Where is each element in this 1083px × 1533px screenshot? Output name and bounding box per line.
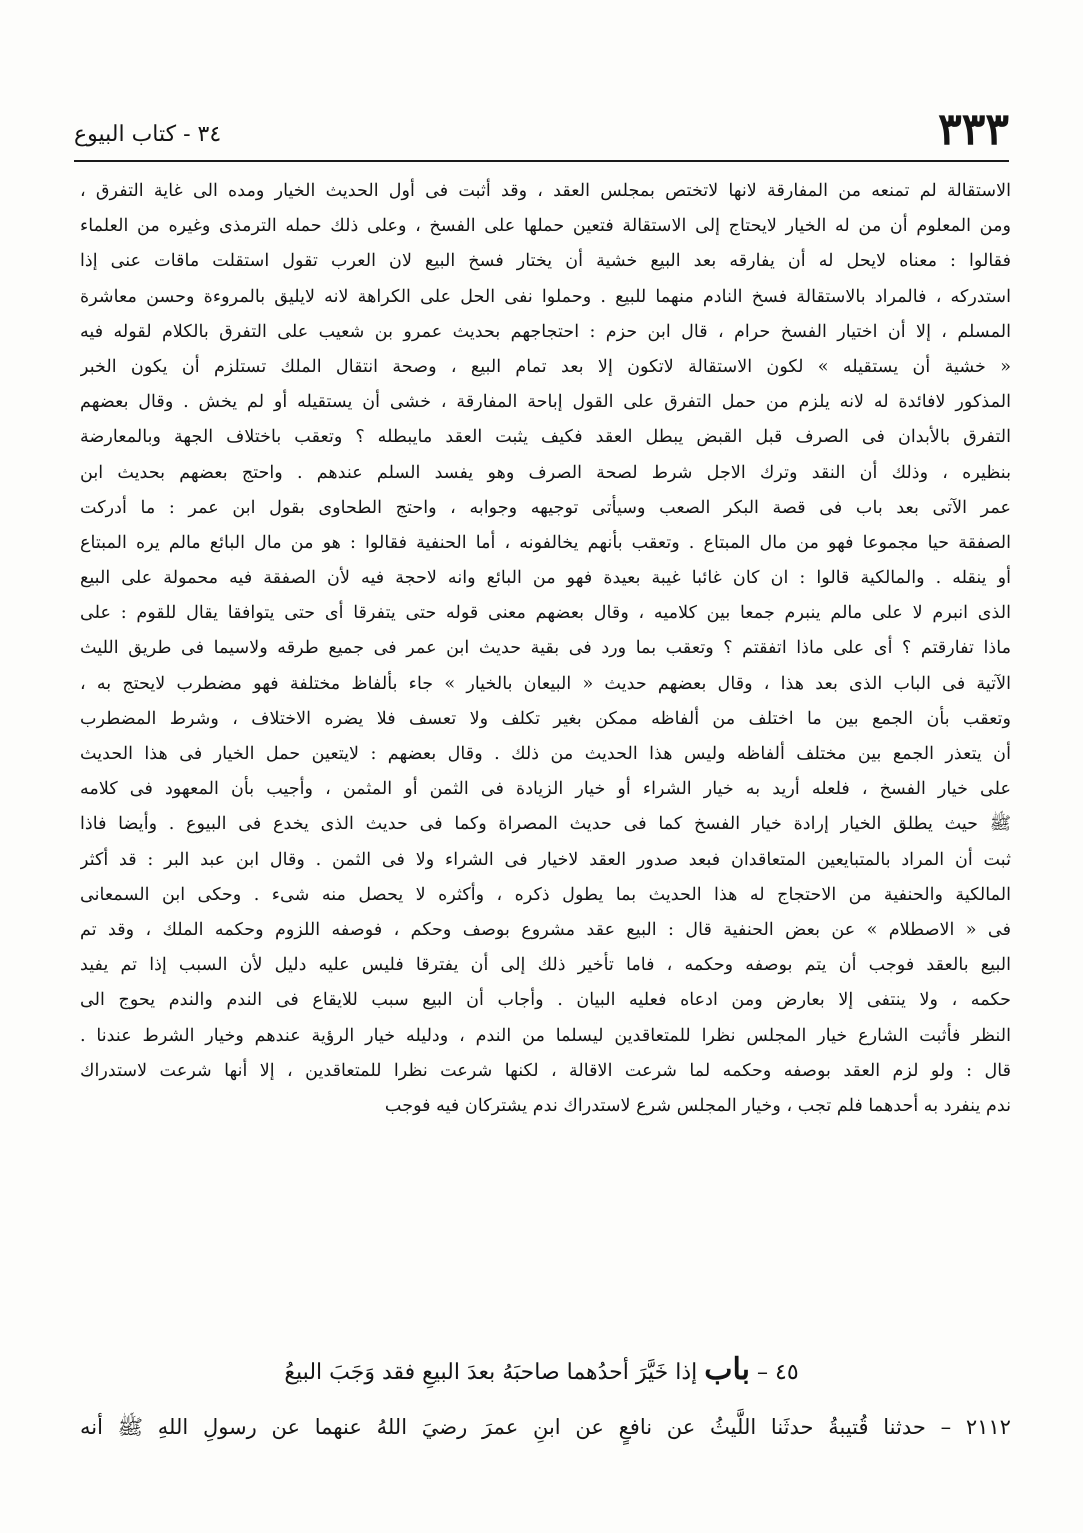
text-line: الاستقالة لم تمنعه من المفارقة لانها لاتختص بمجلس العقد ، وقد أثبت فى أول الحديث الخيار ومده الى غاية التفرق ،	[80, 181, 1011, 201]
hadith-text: قُتيبةُ حدثَنا اللَّيثُ عن نافعٍ عن ابنِ عمرَ رضيَ اللهُ عنهما عن رسولِ اللهِ ﷺ أنه	[80, 1415, 869, 1439]
text-line: حكمه ، ولا ينتفى إلا بعارض ومن ادعاه فعليه البيان . وأجاب أن البيع سبب للايقاع فى الندم والندم يحوج الى	[80, 990, 1011, 1011]
running-chapter-title: ٣٤ - كتاب البيوع	[74, 122, 222, 147]
text-line: المسلم ، إلا أن اختيار الفسخ حرام ، قال ابن حزم : احتجاجهم بحديث عمرو بن شعيب على التفرق بالكلام لقوله فيه	[80, 321, 1011, 342]
text-line: بنظيره ، وذلك أن النقد وترك الاجل شرط لصحة الصرف وهو يفسد السلم عندهم . واحتج بعضهم بحديث ابن	[80, 462, 1011, 483]
text-line: أن يتعذر الجمع بين مختلف ألفاظه وليس هذا الحديث من ذلك . وقال بعضهم : لايتعين حمل الخيار فى هذا الحديث	[80, 744, 1011, 764]
text-line: المالكية والحنفية من الاحتجاج له هذا الحديث بما يطول ذكره ، وأكثره لا يحصل منه شىء . وحكى ابن السمعانى	[80, 884, 1011, 905]
text-line: ماذا تفارقتم ؟ أى على ماذا اتفقتم ؟ وتعقب بما ورد فى بقية حديث ابن عمر فى جميع طرقه ولاسيما فى طريق الليث	[80, 638, 1011, 659]
hadith-number: ٢١١٢ –	[940, 1415, 1011, 1439]
text-line: على خيار الفسخ ، فلعله أريد به خيار الشراء أو خيار الزيادة فى الثمن أو المثمن ، وأجيب بأن المعهود فى كلامه	[80, 779, 1011, 800]
text-line: النظر فأثبت الشارع خيار المجلس نظرا للمتعاقدين ليسلما من الندم ، ودليله خيار الرؤية عندهم وخيار الشرط عندنا .	[80, 1025, 1011, 1046]
bab-label: باب	[704, 1352, 751, 1387]
header-rule	[74, 160, 1009, 162]
commentary-text	[80, 174, 1011, 1124]
text-line: وتعقب بأن الجمع بين ما اختلف من ألفاظه ممكن بغير تكلف ولا تعسف فلا يضره الاختلاف ، وشرط المضطرب	[80, 708, 1011, 729]
text-line: الصفقة حيا مجموعا فهو من مال المبتاع . وتعقب بأنهم يخالفونه ، أما الحنفية فقالوا : هو من مال البائع مالم يره المبتاع	[80, 532, 1011, 553]
text-line: ﷺ حيث يطلق الخيار إرادة خيار الفسخ كما فى حديث المصراة وكما فى حديث الذى يخدع فى البيوع . وأيضا فاذا	[80, 814, 1011, 835]
page-number: ٣٣٣	[938, 104, 1009, 155]
text-line: فقالوا : معناه لايحل له أن يفارقه بعد البيع خشية أن يختار فسخ البيع لان العرب تقول استقلت ماقات عنى إذا	[80, 251, 1011, 272]
text-line: المذكور لافائدة له لانه يلزم من حمل التفرق على القول إباحة المفارقة ، خشى أن يستقيله أو لم يخش . وقال بعضهم	[80, 392, 1011, 413]
chapter-number: ٤٥ –	[757, 1360, 799, 1385]
text-line: ثبت أن المراد بالمتبايعين المتعاقدان فبعد صدور العقد لاخيار فى الشراء ولا فى الثمن . وقال ابن عبد البر : قد أكثر	[80, 849, 1011, 870]
text-line: الآتية فى الباب الذى بعد هذا ، وقال بعضهم حديث « البيعان بالخيار » جاء بألفاظ مختلفة فهو مضطرب لايحتج به ،	[80, 673, 1011, 694]
chapter-heading	[72, 1345, 1011, 1395]
text-line: عمر الآتى بعد باب فى قصة البكر الصعب وسيأتى توجيهه وجوابه ، واحتج الطحاوى بقول ابن عمر : ما أدركت	[80, 497, 1011, 518]
text-line: استدركه ، فالمراد بالاستقالة فسخ النادم منهما للبيع . وحملوا نفى الحل على الكراهة لانه لايليق بالمروءة وحسن معاشرة	[80, 286, 1011, 307]
hadith-chain-line	[80, 1402, 1011, 1452]
chapter-heading-title: إذا خَيَّرَ أحدُهما صاحبَهُ بعدَ البيعِ فقد وَجَبَ البيعُ	[284, 1360, 698, 1385]
text-line: فى « الاصطلام » عن بعض الحنفية قال : البيع عقد مشروع بوصف وحكم ، فوصفه اللزوم وحكمه الملك ، وقد تم	[80, 919, 1011, 940]
hadith-formula: حدثنا	[883, 1415, 926, 1439]
text-line: الذى انبرم لا على مالم ينبرم جمعا بين كلاميه ، وقال بعضهم معنى قوله حتى يتفرقا أى حتى يتوافقا يقال للقوم : على	[80, 603, 1011, 624]
text-line: التفرق بالأبدان فى الصرف قبل القبض يبطل العقد فكيف يثبت العقد مايبطله ؟ وتعقب باختلاف الجهة وبالمعارضة	[80, 427, 1011, 448]
text-line: ومن المعلوم أن من له الخيار لايحتاج إلى الاستقالة فتعين حملها على الفسخ ، وعلى ذلك حمله الترمذى وغيره من العلماء	[80, 216, 1011, 237]
text-line: قال : ولو لزم العقد بوصفه وحكمه لما شرعت الاقالة ، لكنها شرعت نظرا للمتعاقدين ، إلا أنها شرعت لاستدراك	[80, 1060, 1011, 1081]
text-line: « خشية أن يستقيله » لكون الاستقالة لاتكون إلا بعد تمام البيع ، وصحة انتقال الملك تستلزم أن يكون الخبر	[80, 356, 1011, 377]
page-header	[74, 100, 1009, 155]
text-line: البيع بالعقد فوجب أن يتم بوصفه وحكمه ، فاما تأخير ذلك إلى أن يفترقا فليس عليه دليل لأن السبب إذا تم يفيد	[80, 955, 1011, 976]
text-line: أو ينقله . والمالكية قالوا : ان كان غائبا غيبة بعيدة فهو من البائع وانه لاحجة فيه لأن الصفقة فيه محمولة على البيع	[80, 568, 1011, 589]
text-line: ندم ينفرد به أحدهما فلم تجب ، وخيار المجلس شرع لاستدراك ندم يشتركان فيه فوجب	[384, 1095, 1011, 1116]
